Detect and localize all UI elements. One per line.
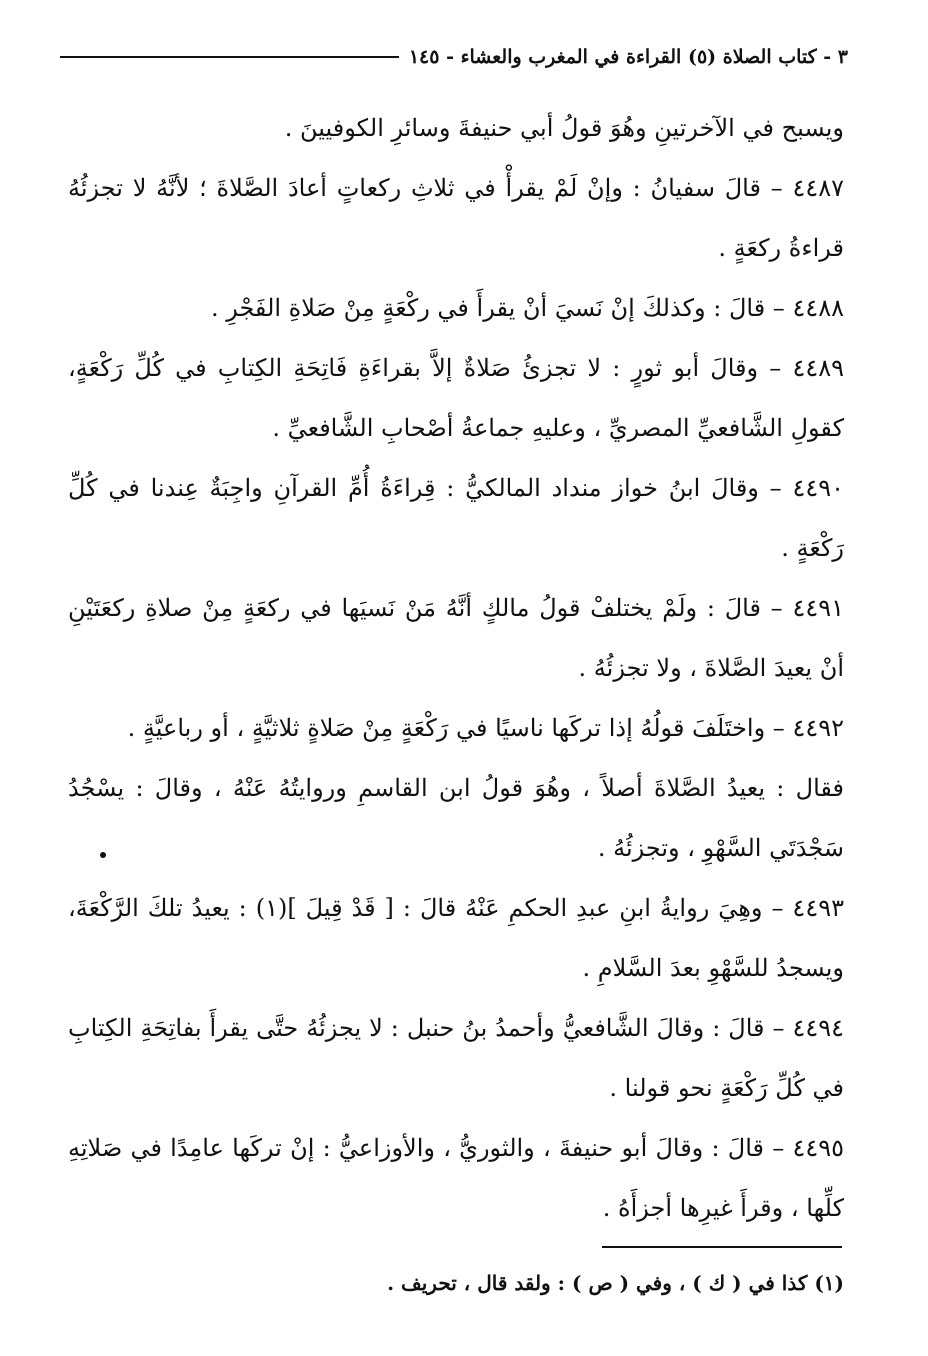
stray-mark bbox=[100, 852, 106, 858]
paragraph-4495: ٤٤٩٥ – قالَ : وقالَ أبو حنيفةَ ، والثوريُّ ، والأوزاعيُّ : إنْ تركَها عامِدًا في صَلاتِهِ كلِّها ، وقرأَ غيرِها أجزأَهُ . bbox=[68, 1134, 844, 1222]
paragraph-4488: ٤٤٨٨ – قالَ : وكذلكَ إنْ نَسيَ أنْ يقرأَ في ركْعَةٍ مِنْ صَلاةِ الفَجْرِ . bbox=[210, 294, 844, 322]
paragraph-4492: ٤٤٩٢ – واختَلَفَ قولُهُ إذا تركَها ناسيًا في رَكْعَةٍ مِنْ صَلاةٍ ثلاثيَّةٍ ، أو رباعيَّةٍ . bbox=[127, 714, 844, 742]
paragraph-4487: ٤٤٨٧ – قالَ سفيانُ : وإنْ لَمْ يقرأْ في ثلاثِ ركعاتٍ أعادَ الصَّلاةَ ؛ لأنَّهُ لا تجزئُهُ قراءةُ ركعَةٍ . bbox=[68, 174, 844, 262]
footnote-rule bbox=[602, 1246, 842, 1248]
paragraph-4490: ٤٤٩٠ – وقالَ ابنُ خواز منداد المالكيُّ : قِراءَةُ أُمِّ القرآنِ واجِبَةٌ عِندنا في كُلِّ رَكْعَةٍ . bbox=[68, 474, 844, 562]
paragraph-4493: ٤٤٩٣ – وهِيَ روايةُ ابنِ عبدِ الحكمِ عَنْهُ قالَ : [ قَدْ قِيلَ ](١) : يعيدُ تلكَ الرَّكْعَةَ، ويسجدُ للسَّهْوِ بعدَ السَّلامِ . bbox=[68, 894, 844, 982]
header-title: ٣ - كتاب الصلاة (٥) القراءة في المغرب والعشاء - ١٤٥ bbox=[408, 46, 848, 68]
paragraph-4494: ٤٤٩٤ – قالَ : وقالَ الشَّافعيُّ وأحمدُ بنُ حنبل : لا يجزئُهُ حتَّى يقرأَ بفاتِحَةِ الكِتابِ في كُلِّ رَكْعَةٍ نحو قولنا . bbox=[68, 1014, 844, 1102]
header-rule bbox=[60, 56, 399, 58]
footnote: (١) كذا في ( ك ) ، وفي ( ص ) : ولقد قال ، تحريف . bbox=[387, 1271, 844, 1295]
paragraph-continuation: ويسبح في الآخرتينِ وهُوَ قولُ أبي حنيفةَ وسائرِ الكوفيينَ . bbox=[284, 114, 844, 142]
page-body bbox=[68, 98, 844, 1238]
paragraph-4492-continued: فقال : يعيدُ الصَّلاةَ أصلاً ، وهُوَ قولُ ابن القاسمِ وروايتُهُ عَنْهُ ، وقالَ : يسْجُدُ سَجْدَتَي السَّهْوِ ، وتجزئُهُ . bbox=[68, 774, 844, 862]
running-header bbox=[60, 40, 848, 74]
paragraph-4491: ٤٤٩١ – قالَ : ولَمْ يختلفْ قولُ مالكٍ أنَّهُ مَنْ نَسيَها في ركعَةٍ مِنْ صلاةِ ركعَتَيْنِ أنْ يعيدَ الصَّلاةَ ، ولا تجزئُهُ . bbox=[68, 594, 844, 682]
paragraph-4489: ٤٤٨٩ – وقالَ أبو ثورٍ : لا تجزئُ صَلاةٌ إلاَّ بقراءَةِ فَاتِحَةِ الكِتابِ في كُلِّ رَكْعَةٍ، كقولِ الشَّافعيِّ المصريِّ ، وعليهِ جماعةُ أصْحابِ الشَّافعيِّ . bbox=[68, 354, 844, 442]
